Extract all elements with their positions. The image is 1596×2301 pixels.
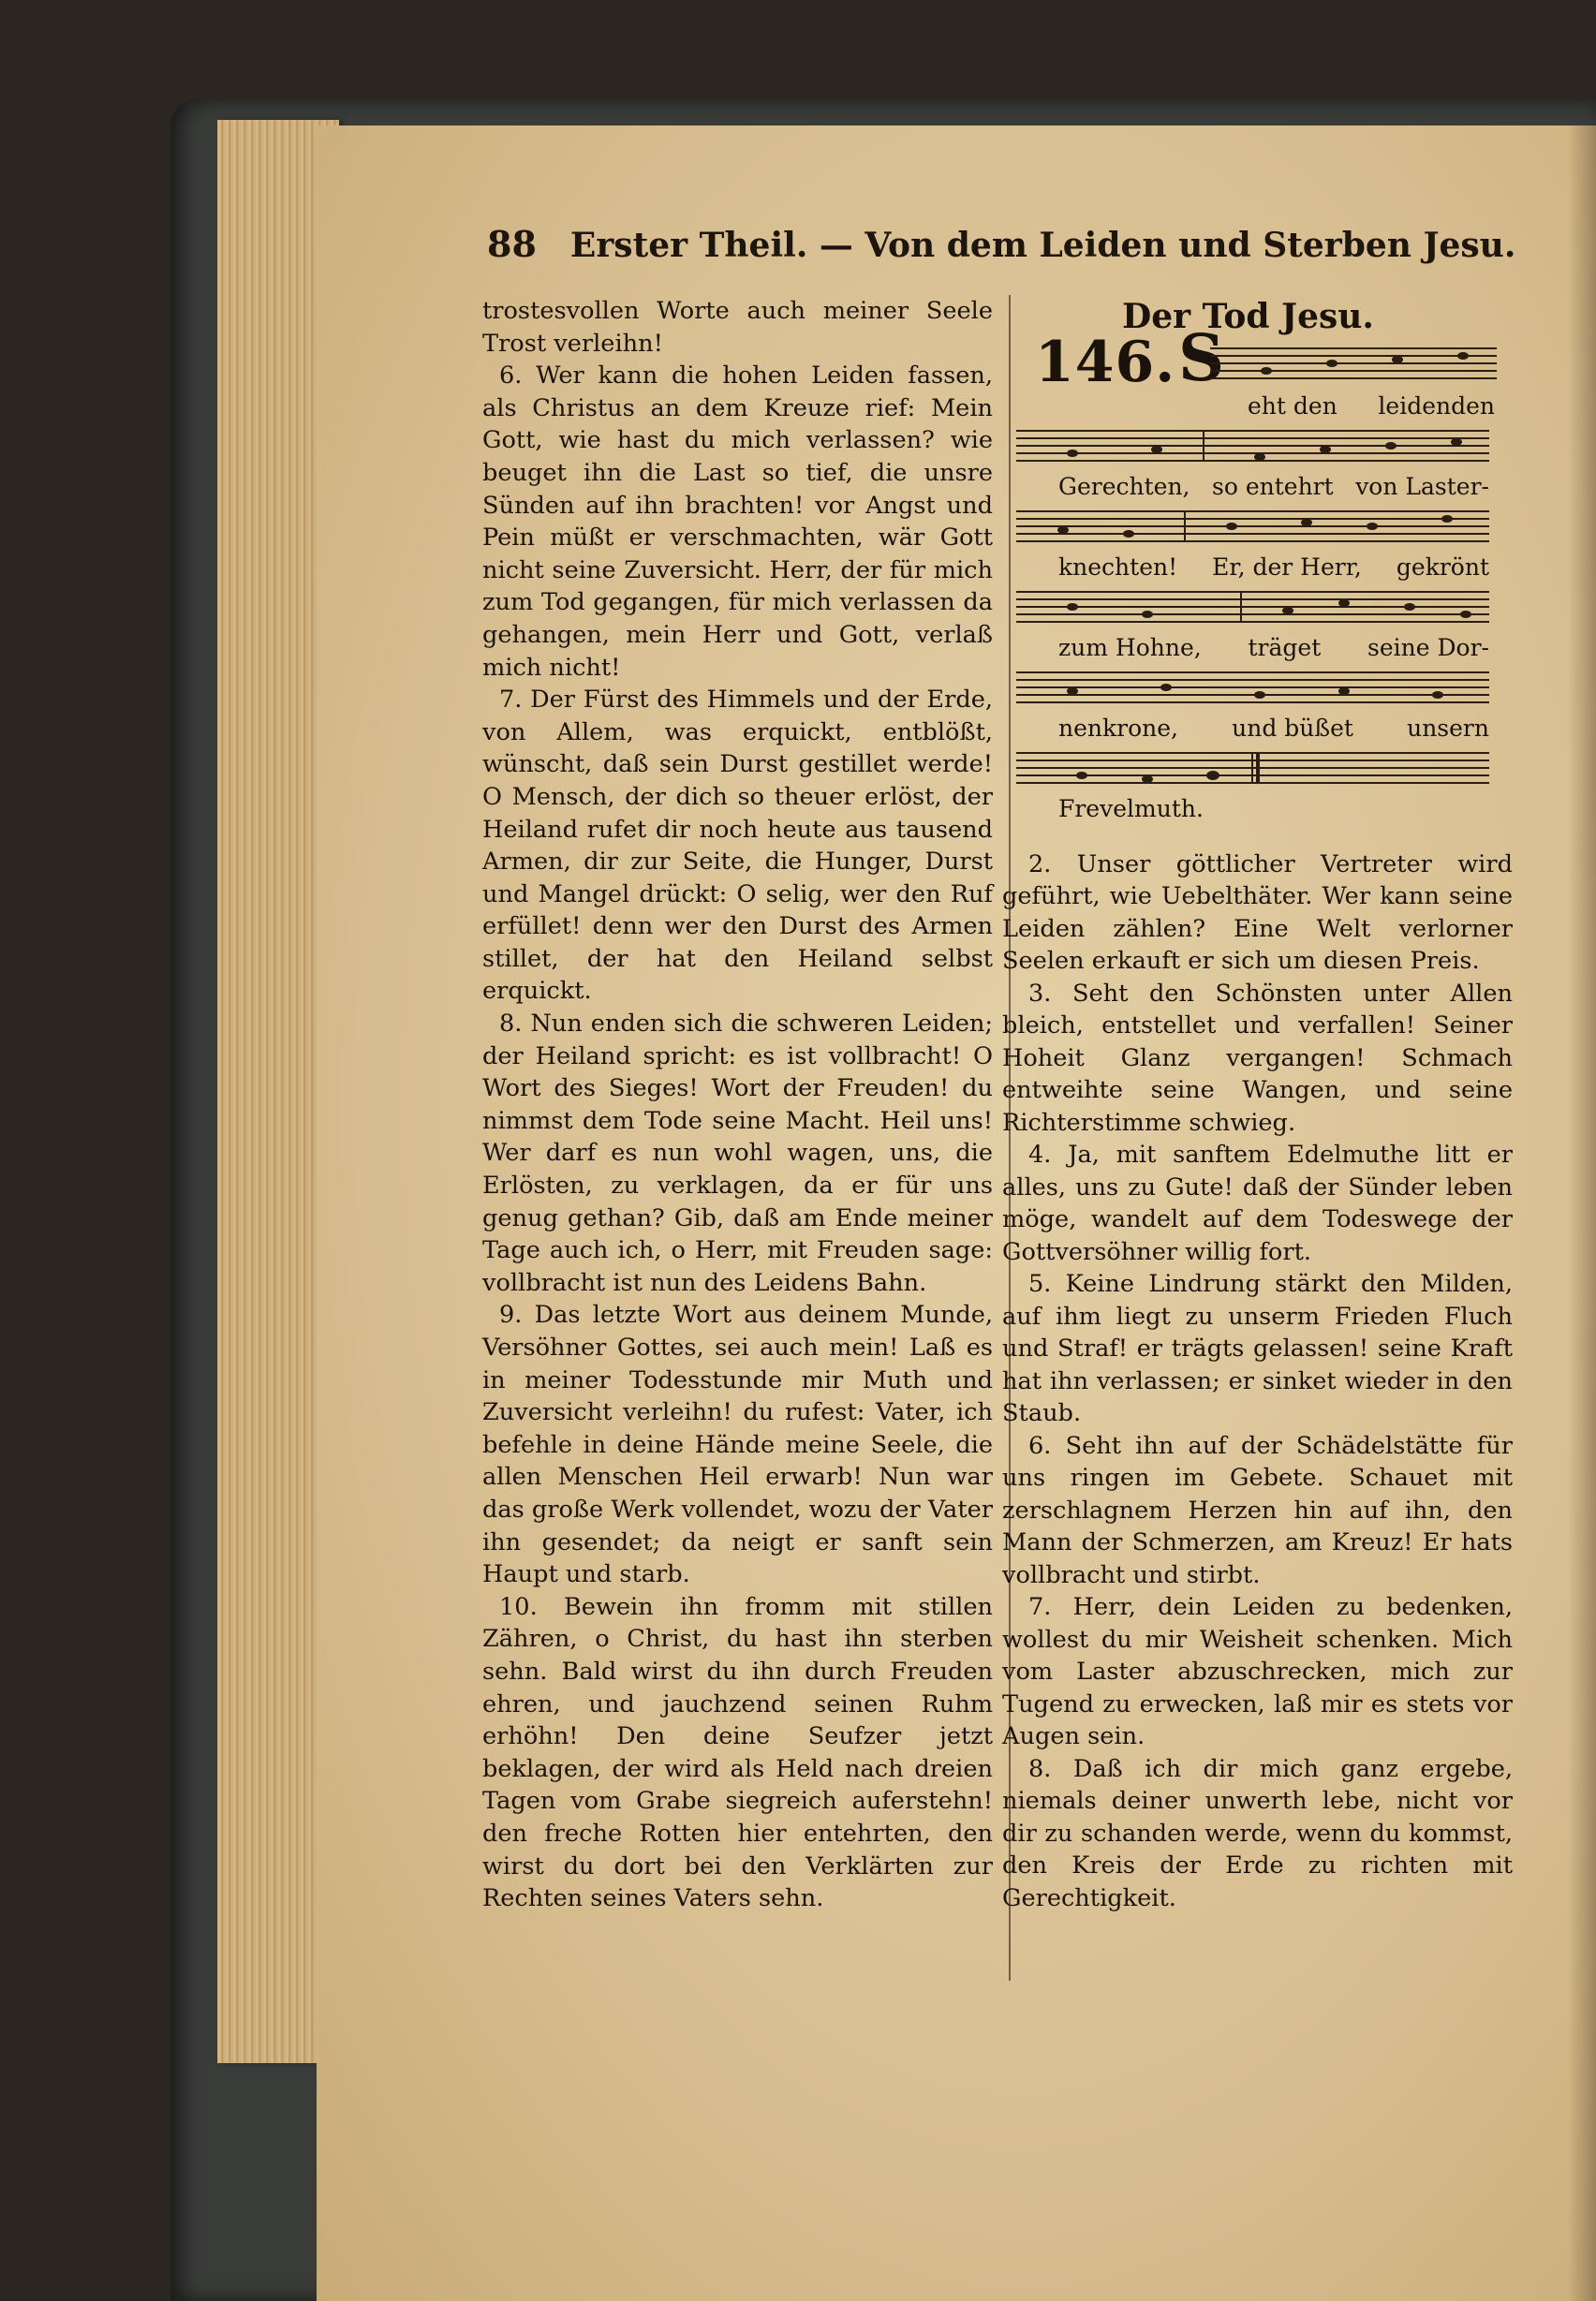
music-line — [1016, 747, 1513, 828]
verse-7: 7. Der Fürst des Himmels und der Erde, von Allem, was erquickt, entblößt, wünscht, daß sein Durst gestillet werde! O Mensch, der dich so theuer erlöst, der Heiland rufet dir noch heute aus tausend Armen, dir zur Seite, die Hunger, Durst und Mangel drückt: O selig, wer den Ruf erfüllet! denn wer den Durst des Armen stillet, der hat den Heiland selbst erquickt. — [482, 686, 993, 1006]
lyric-line: eht den leidenden — [1248, 392, 1495, 420]
hymn-header — [1002, 320, 1513, 425]
lyric-line: Frevelmuth. — [1058, 795, 1204, 822]
verse-6: 6. Seht ihn auf der Schädelstätte für uns ringen im Gebete. Schauet mit zerschlagnem Herzen hin auf ihn, den Mann der Schmerzen, am Kreuz! Er hats vollbracht und stirbt. — [1002, 1431, 1513, 1589]
verse-10: 10. Bewein ihn fromm mit stillen Zähren, o Christ, du hast ihn sterben sehn. Bald wirst du ihn durch Freuden ehren, und jauchzend seinen Ruhm erhöhn! Den deine Seufzer jetzt beklagen, der wird als Held nach dreien Tagen vom Grabe siegreich auferstehn! den freche Rotten hier entehrten, den wirst du dort bei den Verklärten zur Rechten seines Vaters sehn. — [482, 1592, 993, 1913]
initial-letter: S — [1178, 320, 1225, 396]
lyric-line: zum Hohne, träget seine Dor- — [1058, 634, 1489, 661]
verse-9: 9. Das letzte Wort aus deinem Munde, Versöhner Gottes, sei auch mein! Laß es in meiner Todesstunde mir Muth und Zuversicht verleihn! du rufest: Vater, ich befehle in deine Hände meine Seele, die allen Menschen Heil erwarb! Nun war das große Werk vollendet, wozu der Vater ihn gesendet; da neigt er sanft sein Haupt und starb. — [482, 1301, 993, 1589]
verse-5: 5. Keine Lindrung stärkt den Milden, auf ihm liegt zu unserm Frieden Fluch und Straf! er trägts gelassen! seine Kraft hat ihn verlassen; er sinket wieder in den Staub. — [1002, 1270, 1513, 1427]
music-staff — [1016, 667, 1489, 710]
music-line — [1016, 586, 1513, 667]
running-title: Erster Theil. — Von dem Leiden und Sterben Jesu. — [569, 226, 1516, 265]
music-staff — [1016, 425, 1489, 468]
music-staff — [1016, 586, 1489, 629]
lyric-line: knechten! Er, der Herr, gekrönt — [1058, 553, 1489, 581]
song-title: Der Tod Jesu. — [1122, 297, 1374, 336]
music-staff — [1016, 747, 1489, 790]
hymn-number: 146. — [1035, 329, 1176, 395]
verses — [1002, 848, 1513, 1915]
music-line — [1016, 425, 1513, 506]
music-staff — [1016, 506, 1489, 549]
music-line — [1016, 506, 1513, 586]
lyric-line: Gerechten, so entehrt von Laster- — [1058, 473, 1489, 500]
right-column — [1002, 295, 1513, 1981]
verse-2: 2. Unser göttlicher Vertreter wird geführt, wie Uebelthäter. Wer kann seine Leiden zählen? Eine Welt verlorner Seelen erkauft er sich um diesen Preis. — [1002, 849, 1513, 975]
verse-7: 7. Herr, dein Leiden zu bedenken, wollest du mir Weisheit schenken. Mich vom Laster abzuschrecken, mich zur Tugend zu erwecken, laß mir es stets vor Augen sein. — [1002, 1593, 1513, 1750]
music-line — [1016, 667, 1513, 747]
music-staff — [1210, 343, 1497, 388]
verse-6: 6. Wer kann die hohen Leiden fassen, als Christus an dem Kreuze rief: Mein Gott, wie hast du mich verlassen? wie beuget ihn die Last so tief, die unsre Sünden auf ihn brachten! vor Angst und Pein müßt er verschmachten, wär Gott nicht seine Zuversicht. Herr, der für mich zum Tod gegangen, für mich verlassen da gehangen, mein Herr und Gott, verlaß mich nicht! — [482, 361, 993, 682]
verse-8: 8. Nun enden sich die schweren Leiden; der Heiland spricht: es ist vollbracht! O Wort des Sieges! Wort der Freuden! du nimmst dem Tode seine Macht. Heil uns! Wer darf es nun wohl wagen, uns, die Erlösten, zu verklagen, da er für uns genug gethan? Gib, daß am Ende meiner Tage auch ich, o Herr, mit Freuden sage: vollbracht ist nun des Leidens Bahn. — [482, 1010, 993, 1297]
verse-3: 3. Seht den Schönsten unter Allen bleich, entstellet und verfallen! Seiner Hoheit Glanz vergangen! Schmach entweihte seine Wangen, und seine Richterstimme schwieg. — [1002, 979, 1513, 1137]
paragraph: trostesvollen Worte auch meiner Seele Trost verleihn! — [482, 297, 993, 358]
verse-4: 4. Ja, mit sanftem Edelmuthe litt er alles, uns zu Gute! daß der Sünder leben möge, wandelt auf dem Todeswege der Gottversöhner willig fort. — [1002, 1141, 1513, 1266]
page-number: 88 — [487, 223, 537, 265]
verse-8: 8. Daß ich dir mich ganz ergebe, niemals deiner unwerth lebe, nicht vor dir zu schanden werde, wenn du kommst, den Kreis der Erde zu richten mit Gerechtigkeit. — [1002, 1754, 1513, 1912]
lyric-line: nenkrone, und büßet unsern — [1058, 715, 1489, 742]
page-gutter-shadow — [1568, 125, 1596, 2301]
left-column — [482, 295, 993, 1999]
page-header — [487, 223, 1516, 285]
